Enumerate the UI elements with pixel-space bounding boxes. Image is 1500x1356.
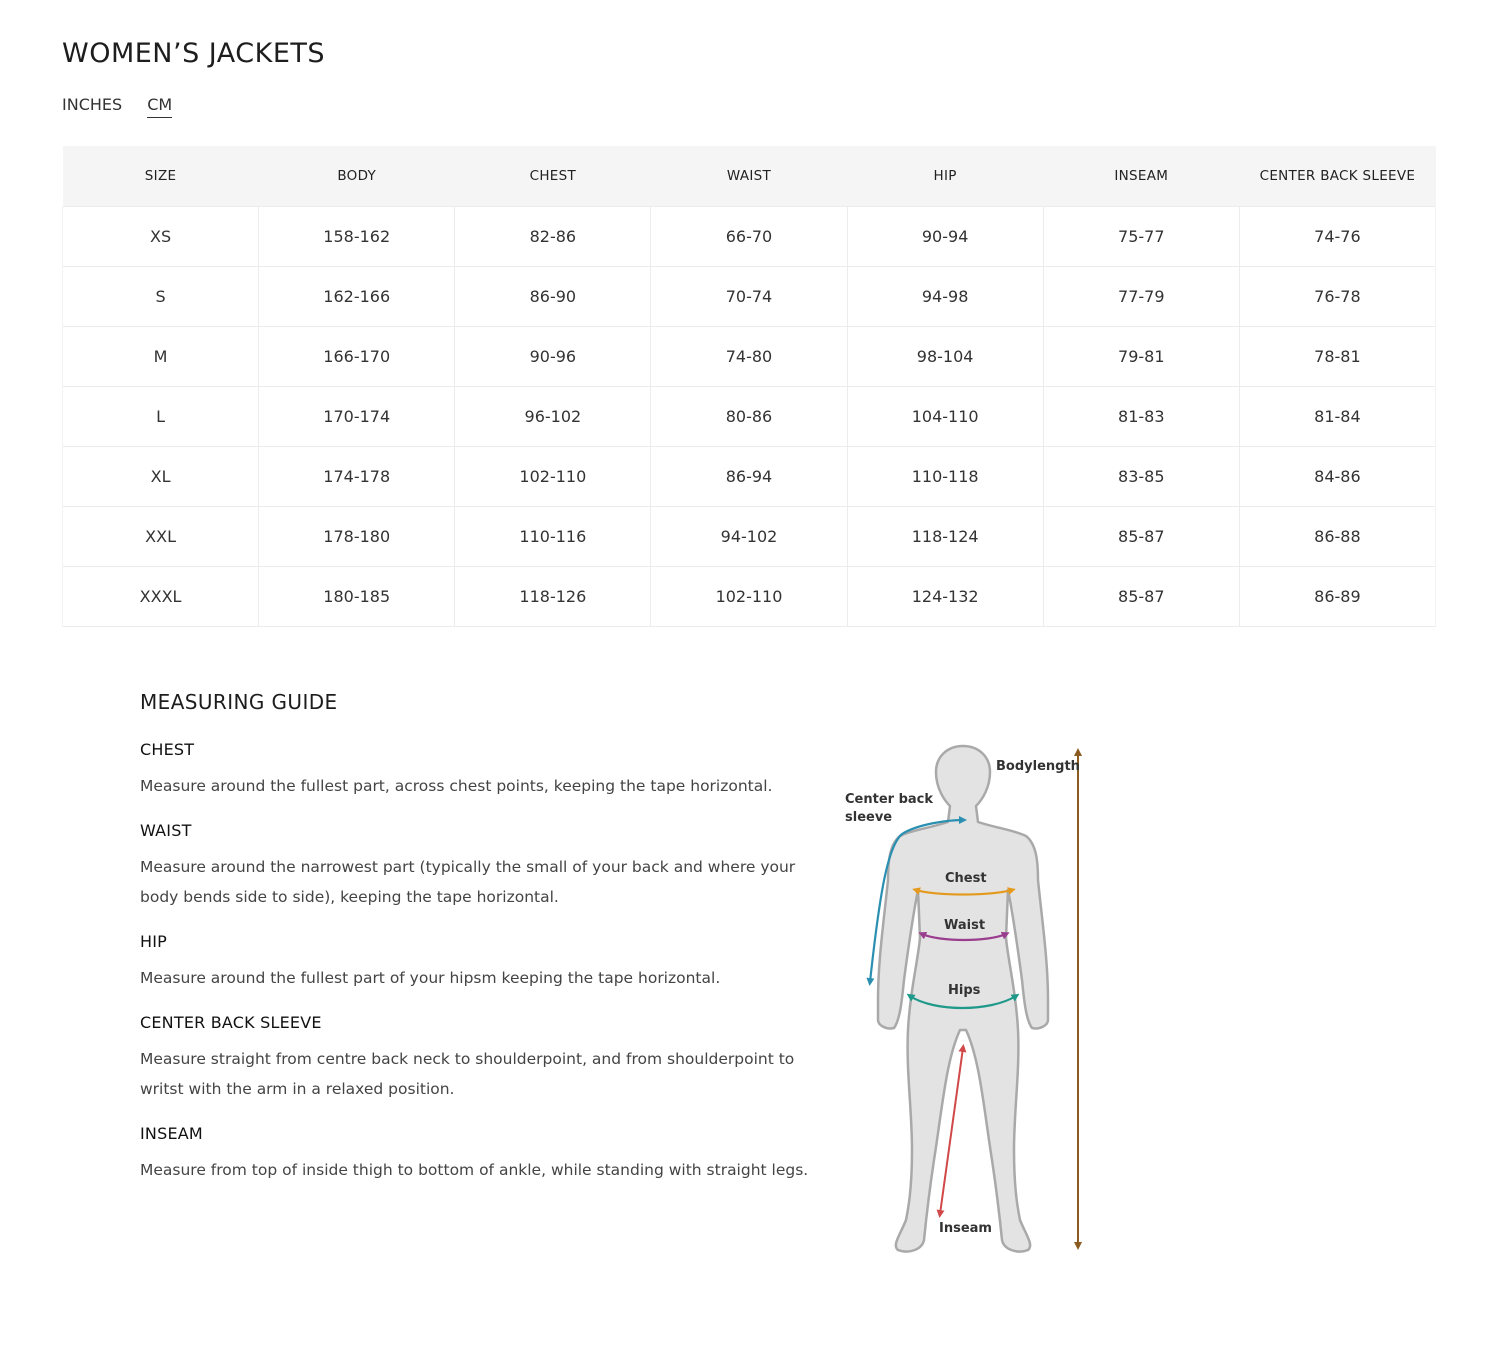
table-cell: 90-96 [455,327,651,387]
table-row [63,507,1436,567]
table-cell: 83-85 [1043,447,1239,507]
table-cell: 170-174 [259,387,455,447]
table-cell: 81-84 [1239,387,1435,447]
table-cell: 102-110 [651,567,847,627]
bodylength-label: Bodylength [996,759,1080,774]
page-title: WOMEN’S JACKETS [62,38,326,69]
table-cell: 84-86 [1239,447,1435,507]
table-cell: 81-83 [1043,387,1239,447]
table-cell: 110-116 [455,507,651,567]
table-row [63,447,1436,507]
header-center-back-sleeve: CENTER BACK SLEEVE [1239,146,1435,207]
table-cell: 86-89 [1239,567,1435,627]
header-waist: WAIST [651,146,847,207]
header-inseam: INSEAM [1043,146,1239,207]
waist-label: Waist [944,918,986,933]
table-row [63,387,1436,447]
table-cell: 102-110 [455,447,651,507]
body-silhouette [878,746,1048,1252]
guide-heading: INSEAM [140,1124,203,1143]
table-cell: 78-81 [1239,327,1435,387]
table-cell: 118-124 [847,507,1043,567]
guide-text: Measure from top of inside thigh to bottom of ankle, while standing with straight legs. [140,1161,809,1179]
unit-tabs [62,95,192,118]
body-diagram [830,730,1110,1270]
guide-text: Measure around the fullest part of your hipsm keeping the tape horizontal. [140,969,721,987]
table-cell: 180-185 [259,567,455,627]
chest-label: Chest [945,871,987,886]
table-cell: 86-90 [455,267,651,327]
table-cell: 96-102 [455,387,651,447]
table-cell: XS [63,207,259,267]
table-cell: 166-170 [259,327,455,387]
table-cell: 94-102 [651,507,847,567]
table-cell: 74-80 [651,327,847,387]
size-chart-table [62,146,1436,627]
table-cell: 110-118 [847,447,1043,507]
table-cell: XXL [63,507,259,567]
table-cell: L [63,387,259,447]
table-cell: 75-77 [1043,207,1239,267]
guide-item-inseam [140,1124,840,1185]
guide-item-chest [140,740,840,801]
measuring-guide [140,690,840,1205]
table-cell: S [63,267,259,327]
table-cell: 80-86 [651,387,847,447]
hips-label: Hips [948,983,981,998]
table-header-row [63,146,1436,207]
table-cell: 74-76 [1239,207,1435,267]
table-cell: 86-94 [651,447,847,507]
guide-item-center-back-sleeve [140,1013,840,1104]
inseam-label: Inseam [939,1221,992,1236]
table-row [63,567,1436,627]
table-cell: 85-87 [1043,507,1239,567]
table-cell: 90-94 [847,207,1043,267]
unit-tab-cm[interactable]: CM [147,95,172,118]
table-cell: 162-166 [259,267,455,327]
table-cell: 178-180 [259,507,455,567]
table-cell: 86-88 [1239,507,1435,567]
center-back-sleeve-label-2: sleeve [845,810,893,825]
guide-text: Measure around the fullest part, across chest points, keeping the tape horizontal. [140,777,773,795]
measurement-figure [830,730,1110,1270]
center-back-sleeve-label-1: Center back [845,792,934,807]
table-cell: 174-178 [259,447,455,507]
table-cell: 70-74 [651,267,847,327]
header-hip: HIP [847,146,1043,207]
measuring-guide-title: MEASURING GUIDE [140,690,338,714]
table-cell: 79-81 [1043,327,1239,387]
guide-text: Measure around the narrowest part (typically the small of your back and where your body bends side to side), keeping the tape horizontal. [140,858,796,906]
table-cell: 66-70 [651,207,847,267]
table-cell: 124-132 [847,567,1043,627]
guide-heading: HIP [140,932,167,951]
table-row [63,207,1436,267]
guide-heading: CHEST [140,740,195,759]
guide-heading: WAIST [140,821,192,840]
header-body: BODY [259,146,455,207]
table-cell: 158-162 [259,207,455,267]
unit-tab-inches[interactable]: INCHES [62,95,123,114]
guide-item-hip [140,932,840,993]
table-cell: 82-86 [455,207,651,267]
table-cell: XL [63,447,259,507]
guide-heading: CENTER BACK SLEEVE [140,1013,322,1032]
table-cell: 94-98 [847,267,1043,327]
table-cell: 98-104 [847,327,1043,387]
table-cell: 104-110 [847,387,1043,447]
header-chest: CHEST [455,146,651,207]
table-cell: M [63,327,259,387]
header-size: SIZE [63,146,259,207]
table-row [63,267,1436,327]
table-cell: 76-78 [1239,267,1435,327]
table-cell: 77-79 [1043,267,1239,327]
table-row [63,327,1436,387]
table-cell: 118-126 [455,567,651,627]
table-cell: 85-87 [1043,567,1239,627]
table-cell: XXXL [63,567,259,627]
guide-text: Measure straight from centre back neck to shoulderpoint, and from shoulderpoint to writst with the arm in a relaxed position. [140,1050,795,1098]
guide-item-waist [140,821,840,912]
